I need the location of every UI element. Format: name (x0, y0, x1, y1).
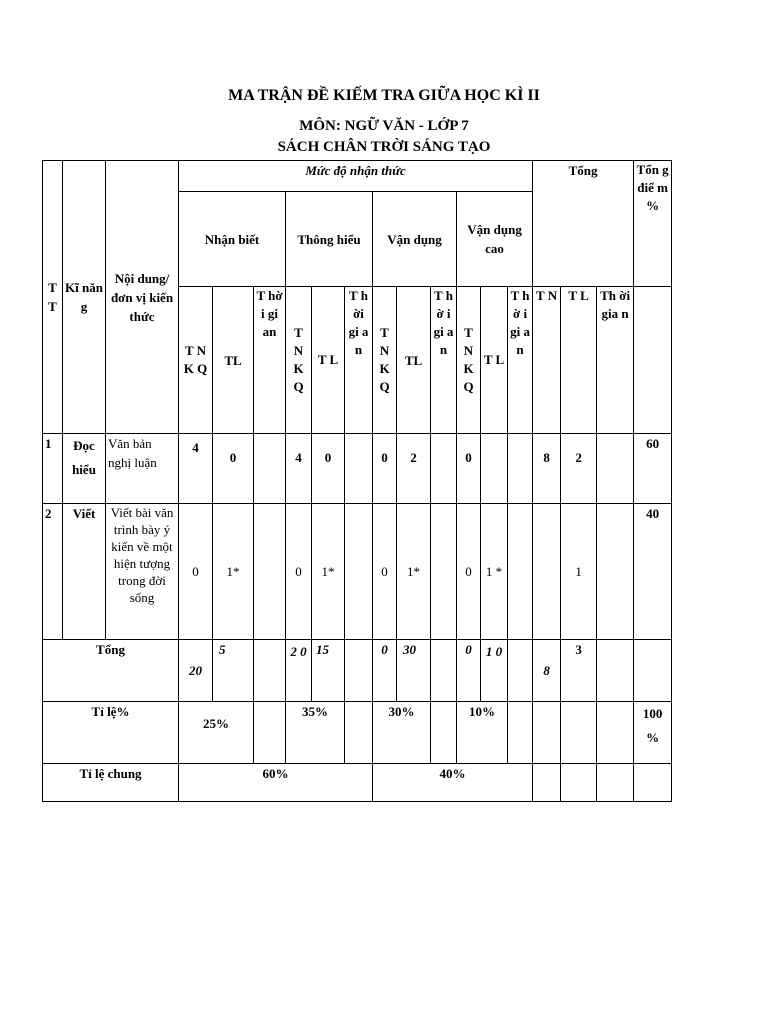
total-vdc-tl: 1 0 (481, 640, 508, 702)
cell-total-time (597, 434, 634, 504)
header-total: Tổng (533, 161, 634, 287)
subject-title: MÔN: NGỮ VĂN - LỚP 7 (299, 118, 469, 134)
ratio-blank (561, 702, 597, 764)
cell-total-tn (533, 504, 561, 640)
ratio-row (43, 702, 672, 764)
total-th-tnkq: 2 0 (286, 640, 312, 702)
header-nb-tnkq: T N K Q (179, 287, 213, 434)
cell-th-tnkq: 0 (286, 504, 312, 640)
cell-vdc-tnkq: 0 (457, 504, 481, 640)
header-nb-time: T hờ i gi an (254, 287, 286, 434)
ratio-nhan-biet: 25% (179, 702, 254, 764)
total-th-time (345, 640, 373, 702)
cell-total-tn: 8 (533, 434, 561, 504)
cell-th-time (345, 504, 373, 640)
ratio-score: 100 % (634, 702, 672, 764)
cell-th-tl: 0 (312, 434, 345, 504)
general-blank (597, 764, 634, 802)
cell-vdc-time (508, 504, 533, 640)
cell-th-tnkq: 4 (286, 434, 312, 504)
table-row (43, 434, 672, 504)
header-total-tn: T N (533, 287, 561, 434)
cell-nb-tnkq: 4 (179, 434, 213, 504)
total-vd-time (431, 640, 457, 702)
cell-th-time (345, 434, 373, 504)
ratio-blank (597, 702, 634, 764)
header-content: Nội dung/ đơn vị kiến thức (106, 161, 179, 434)
header-th-tl: T L (312, 287, 345, 434)
cell-score: 40 (634, 504, 672, 640)
header-vd-tl: TL (397, 287, 431, 434)
cell-vd-tl: 2 (397, 434, 431, 504)
row-content: Văn bản nghị luận (106, 434, 179, 504)
ratio-thong-hieu: 35% (286, 702, 345, 764)
cell-vdc-time (508, 434, 533, 504)
header-group-van-dung: Vận dụng (373, 192, 457, 287)
total-th-tl: 15 (312, 640, 345, 702)
ratio-blank (533, 702, 561, 764)
general-ratio-right: 40% (373, 764, 533, 802)
cell-vdc-tl (481, 434, 508, 504)
header-vdc-tnkq: T N K Q (457, 287, 481, 434)
cell-nb-time (254, 504, 286, 640)
total-label: Tổng (43, 640, 179, 702)
row-skill: Đọc hiểu (63, 434, 106, 504)
cell-total-time (597, 504, 634, 640)
cell-nb-tl: 0 (213, 434, 254, 504)
cell-vd-tl: 1* (397, 504, 431, 640)
total-tn: 8 (533, 640, 561, 702)
header-group-van-dung-cao: Vận dụng cao (457, 192, 533, 287)
header-group-thong-hieu: Thông hiểu (286, 192, 373, 287)
total-nb-tl: 5 (213, 640, 254, 702)
ratio-van-dung-cao: 10% (457, 702, 508, 764)
general-ratio-label: Tỉ lệ chung (43, 764, 179, 802)
cell-vdc-tnkq: 0 (457, 434, 481, 504)
total-nb-tnkq: 20 (179, 640, 213, 702)
header-th-time: T h ời gi a n (345, 287, 373, 434)
header-th-tnkq: T N K Q (286, 287, 312, 434)
header-vdc-tl: T L (481, 287, 508, 434)
total-score (634, 640, 672, 702)
cell-score: 60 (634, 434, 672, 504)
cell-vd-time (431, 504, 457, 640)
row-content: Viết bài văn trình bày ý kiến về một hiện tượng trong đời sống (106, 504, 179, 640)
general-ratio-left: 60% (179, 764, 373, 802)
total-vd-tl: 30 (397, 640, 431, 702)
cell-nb-tl: 1* (213, 504, 254, 640)
ratio-blank (508, 702, 533, 764)
cell-th-tl: 1* (312, 504, 345, 640)
total-vd-tnkq: 0 (373, 640, 397, 702)
header-skill: Kĩ năn g (63, 161, 106, 434)
total-nb-time (254, 640, 286, 702)
total-row (43, 640, 672, 702)
cell-total-tl: 1 (561, 504, 597, 640)
general-blank (561, 764, 597, 802)
general-ratio-row (43, 764, 672, 802)
general-blank (533, 764, 561, 802)
header-tt: T T (43, 161, 63, 434)
total-tl: 3 (561, 640, 597, 702)
assessment-matrix-table (42, 160, 672, 802)
row-tt: 1 (43, 434, 63, 504)
ratio-van-dung: 30% (373, 702, 431, 764)
ratio-label: Tỉ lệ% (43, 702, 179, 764)
table-row (43, 504, 672, 640)
cell-nb-time (254, 434, 286, 504)
header-total-time: Th ời gia n (597, 287, 634, 434)
row-tt: 2 (43, 504, 63, 640)
header-score-percent: Tổn g điể m % (634, 161, 672, 287)
document-title: MA TRẬN ĐỀ KIẾM TRA GIỮA HỌC KÌ II (228, 87, 540, 104)
total-time (597, 640, 634, 702)
row-skill: Viết (63, 504, 106, 640)
total-vdc-tnkq: 0 (457, 640, 481, 702)
ratio-blank (254, 702, 286, 764)
ratio-blank (431, 702, 457, 764)
cell-nb-tnkq: 0 (179, 504, 213, 640)
header-score-blank (634, 287, 672, 434)
cell-vdc-tl: 1 * (481, 504, 508, 640)
header-vd-tnkq: T N K Q (373, 287, 397, 434)
book-title: SÁCH CHÂN TRỜI SÁNG TẠO (277, 139, 491, 155)
header-group-nhan-biet: Nhận biết (179, 192, 286, 287)
header-total-tl: T L (561, 287, 597, 434)
general-blank (634, 764, 672, 802)
cell-vd-time (431, 434, 457, 504)
header-vd-time: T h ờ i gi a n (431, 287, 457, 434)
total-vdc-time (508, 640, 533, 702)
ratio-blank (345, 702, 373, 764)
cell-vd-tnkq: 0 (373, 504, 397, 640)
header-vdc-time: T h ờ i gi a n (508, 287, 533, 434)
cell-vd-tnkq: 0 (373, 434, 397, 504)
header-nb-tl: TL (213, 287, 254, 434)
header-cognitive-level: Mức độ nhận thức (179, 161, 533, 192)
cell-total-tl: 2 (561, 434, 597, 504)
